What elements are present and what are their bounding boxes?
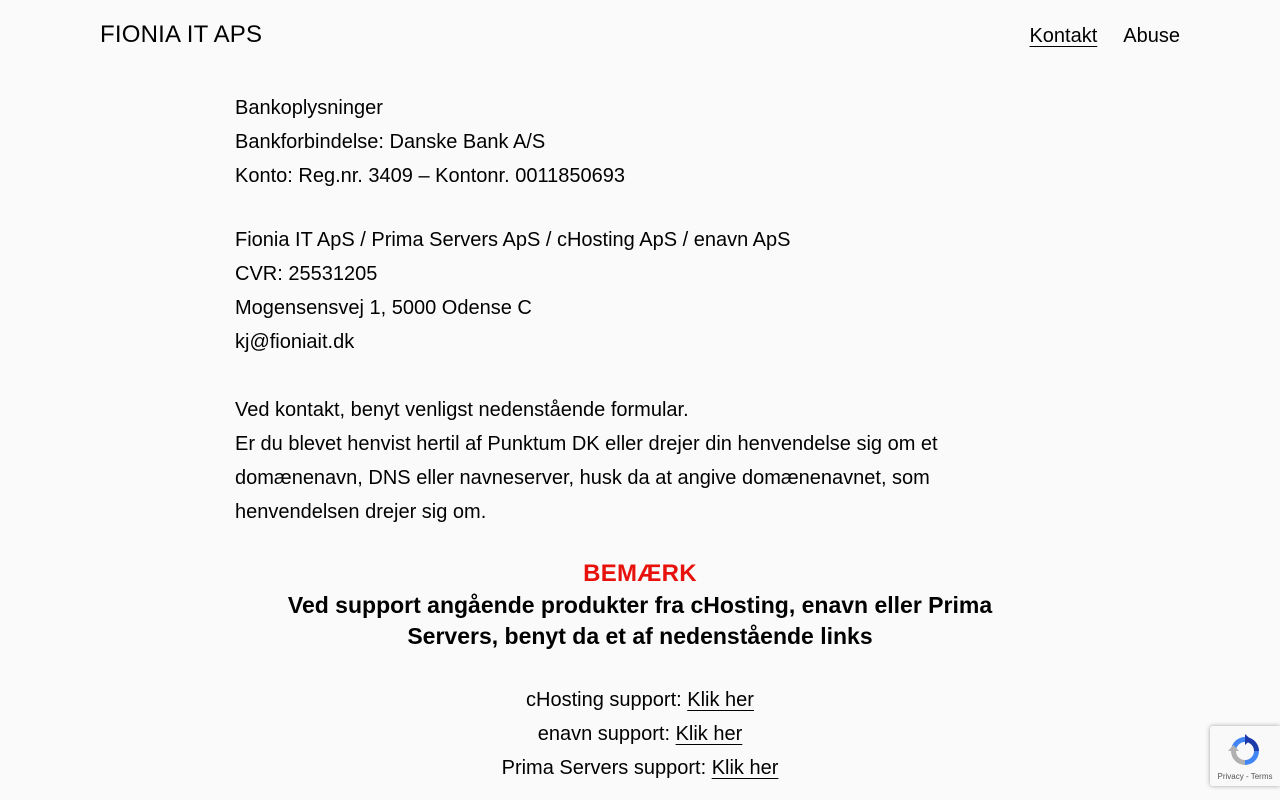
contact-line-2: Er du blevet henvist hertil af Punktum DK eller drejer din henvendelse sig om et domænenavn, DNS eller navneserver, husk da at angive domænenavnet, som henvendelsen drejer sig om.: [235, 433, 938, 523]
support-label: enavn support:: [537, 723, 676, 745]
support-label: cHosting support:: [526, 689, 688, 711]
support-link-prima: [235, 751, 1045, 785]
company-info: [235, 223, 1045, 359]
company-names: Fionia IT ApS / Prima Servers ApS / cHosting ApS / enavn ApS: [235, 229, 791, 251]
main-content: [235, 91, 1045, 529]
company-address: Mogensensvej 1, 5000 Odense C: [235, 297, 532, 319]
notice-text: Ved support angående produkter fra cHosting, enavn eller Prima Servers, benyt da et af nedenstående links: [287, 592, 993, 649]
contact-line-1: Ved kontakt, benyt venligst nedenstående formular.: [235, 399, 689, 421]
prima-servers-support-link[interactable]: Klik her: [711, 757, 779, 779]
enavn-support-link[interactable]: Klik her: [675, 723, 743, 745]
recaptcha-terms-link[interactable]: Terms: [1250, 772, 1273, 781]
company-email: kj@fioniait.dk: [235, 331, 355, 353]
recaptcha-privacy-link[interactable]: Privacy: [1217, 772, 1244, 781]
nav-item-abuse[interactable]: Abuse: [1123, 25, 1180, 47]
bank-account: Konto: Reg.nr. 3409 – Kontonr. 0011850693: [235, 165, 625, 187]
recaptcha-badge[interactable]: [1210, 726, 1280, 786]
site-header: [0, 0, 1280, 72]
main-nav: [1029, 24, 1180, 48]
bank-heading: Bankoplysninger: [235, 97, 383, 119]
recaptcha-icon: [1228, 734, 1262, 768]
company-cvr: CVR: 25531205: [235, 263, 378, 285]
support-label: Prima Servers support:: [501, 757, 712, 779]
support-links: [235, 683, 1045, 785]
support-link-enavn: [235, 717, 1045, 751]
nav-item-kontakt[interactable]: Kontakt: [1029, 25, 1098, 47]
support-link-chosting: [235, 683, 1045, 717]
recaptcha-terms: [1210, 772, 1280, 782]
chosting-support-link[interactable]: Klik her: [687, 689, 754, 711]
bank-info: [235, 91, 1045, 193]
notice: [235, 558, 1045, 652]
site-title-link[interactable]: FIONIA IT APS: [100, 21, 263, 48]
recaptcha-separator: -: [1243, 772, 1251, 781]
bank-connection: Bankforbindelse: Danske Bank A/S: [235, 131, 546, 153]
contact-info: [235, 393, 1045, 529]
notice-title: BEMÆRK: [583, 560, 697, 587]
